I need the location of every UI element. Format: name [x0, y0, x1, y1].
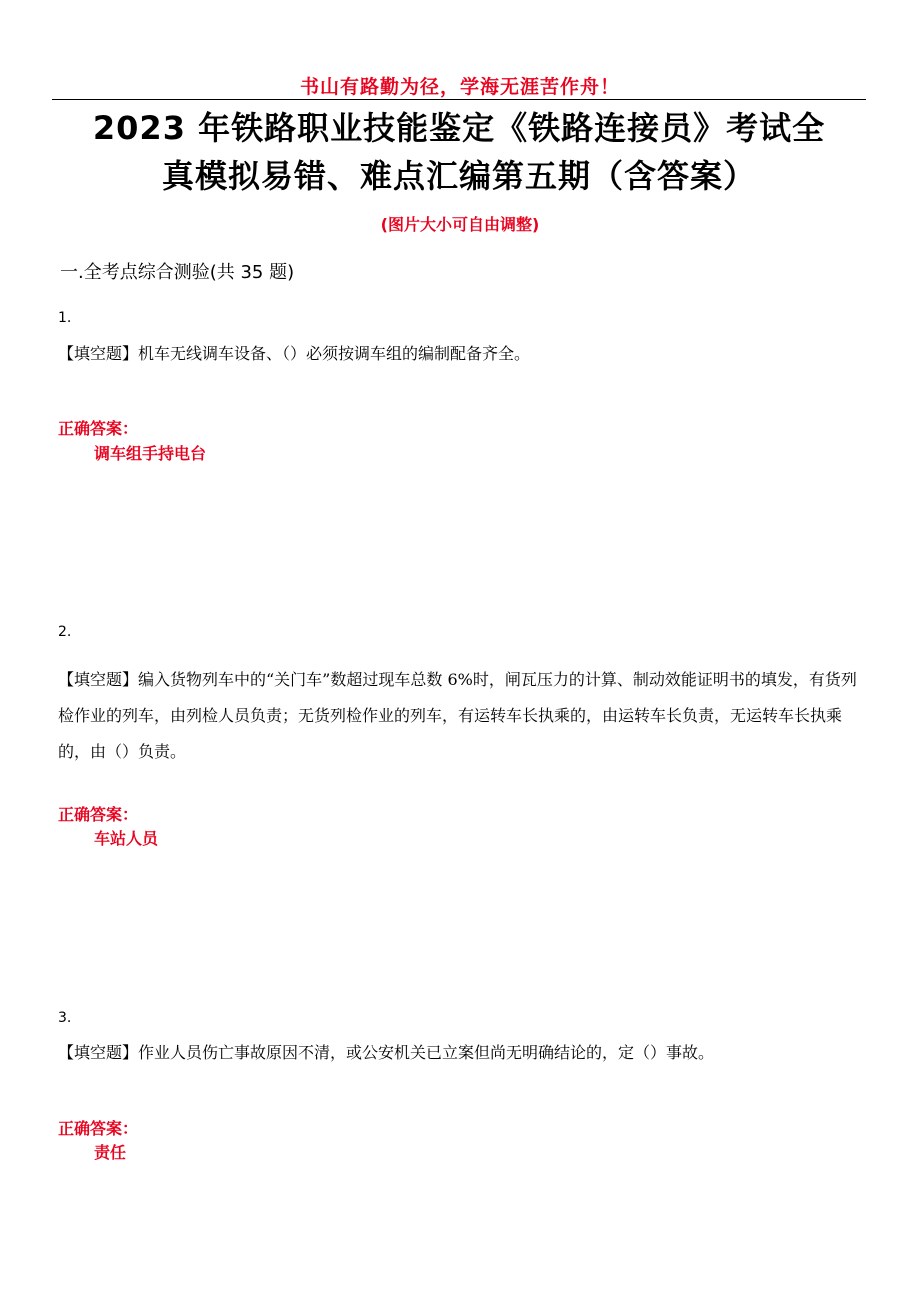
answer-label: 正确答案：: [58, 805, 139, 824]
header-divider: [52, 99, 866, 100]
answer-value: 责任: [94, 1143, 127, 1162]
motto-banner: 书山有路勤为径，学海无涯苦作舟！: [299, 76, 620, 98]
question-text: 【填空题】编入货物列车中的“关门车”数超过现车总数 6%时，闸瓦压力的计算、制动效能证明书的填发，有货列检作业的列车，由列检人员负责；无货列检作业的列车，有运转车长执乘的，由运转车长负责，无运转车长执乘的，由（）负责。: [58, 670, 857, 761]
answer-label: 正确答案：: [58, 1119, 139, 1138]
answer-value: 调车组手持电台: [94, 444, 207, 463]
answer-value: 车站人员: [94, 829, 159, 848]
question-number: 3.: [58, 1010, 72, 1026]
title-line-1: 2023 年铁路职业技能鉴定《铁路连接员》考试全: [92, 109, 826, 147]
answer-label: 正确答案：: [58, 419, 139, 438]
document-title: [52, 104, 866, 200]
question-number: 1.: [58, 310, 72, 326]
question-text: 【填空题】机车无线调车设备、（）必须按调车组的编制配备齐全。: [58, 344, 531, 363]
image-resize-note: (图片大小可自由调整): [380, 215, 540, 234]
section-heading: 一.全考点综合测验(共 35 题): [60, 262, 295, 283]
question-number: 2.: [58, 624, 72, 640]
question-text: 【填空题】作业人员伤亡事故原因不清，或公安机关已立案但尚无明确结论的，定（）事故。: [58, 1043, 715, 1062]
title-line-2: 真模拟易错、难点汇编第五期（含答案）: [161, 157, 756, 195]
